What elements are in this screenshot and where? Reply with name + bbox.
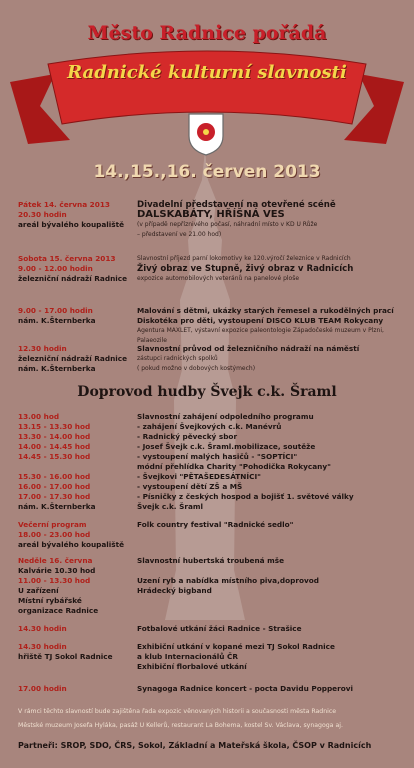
event-description-line: Uzení ryb a nabídka místního piva,doprovod: [137, 576, 319, 585]
event-time-line: nám. K.Šternberka: [18, 316, 96, 325]
event-time-place: [18, 556, 136, 616]
event-description-line: Slavnostní průvod od železničního nádraží na náměstí: [137, 344, 360, 353]
partners-line: Partneři: SROP, SDO, ČRS, Sokol, Základní a Mateřská škola, ČSOP v Radnicích: [18, 741, 372, 750]
event-description-line: - Písničky z českých hospod a bojišť 1. světové války: [137, 492, 354, 501]
event-time-line: Místní rybářské: [18, 596, 82, 605]
event-time-line: 9.00 - 12.00 hodin: [18, 264, 93, 273]
event-time-line: areál bývalého koupaliště: [18, 220, 125, 229]
event-description-line: ( pokud možno v dobových kostýmech): [137, 365, 256, 372]
event-time-line: Kalvárie 10.30 hod: [18, 566, 96, 575]
festival-dates: 14.,15.,16. červen 2013: [93, 162, 321, 182]
event-description-line: expozice automobilových veteránů na panelové ploše: [137, 275, 300, 282]
organizer-heading: Město Radnice pořádá: [87, 22, 327, 44]
event-time-place: [18, 200, 136, 230]
event-description: [137, 624, 407, 634]
event-description: [137, 684, 407, 694]
event-time-line: 15.30 - 16.00 hod: [18, 472, 91, 481]
event-time-line: Pátek 14. června 2013: [18, 200, 110, 209]
event-description-line: - Josef Švejk c.k. Šraml.mobilizace, soutěže: [137, 442, 316, 451]
event-time-line: areál bývalého koupaliště: [18, 540, 125, 549]
event-description-line: Folk country festival "Radnické sedlo": [137, 520, 294, 529]
event-time-line: nám. K.Šternberka: [18, 502, 96, 511]
event-description-line: Diskotéka pro děti, vystoupení DISCO KLUB TEAM Rokycany: [137, 316, 384, 325]
event-time-line: 17.00 - 17.30 hod: [18, 492, 91, 501]
event-description: [137, 642, 407, 672]
event-description-line: - vystoupení malých hasičů - "SOPTÍCI": [137, 452, 298, 461]
event-description-line: Švejk c.k. Šraml: [137, 502, 203, 511]
event-time-line: 14.30 hodin: [18, 624, 67, 633]
event-description-line: DALSKABÁTY, HŘÍŠNÁ VES: [137, 209, 285, 220]
event-time-place: [18, 684, 136, 694]
event-description-line: módní přehlídka Charity "Pohodička Rokycany": [137, 462, 331, 471]
event-description-line: zástupci radnických spolků: [137, 355, 218, 362]
event-time-line: [18, 462, 136, 472]
event-time-place: [18, 624, 136, 634]
event-time-line: 13.00 hod: [18, 412, 60, 421]
event-time-line: Sobota 15. června 2013: [18, 254, 116, 263]
event-description-line: Malování s dětmi, ukázky starých řemesel a rukodělných prací: [137, 306, 394, 315]
event-time-line: 14.00 - 14.45 hod: [18, 442, 91, 451]
event-description-line: Živý obraz ve Stupně, živý obraz v Radnicích: [137, 264, 354, 274]
event-time-place: [18, 520, 136, 550]
event-time-place: [18, 306, 136, 326]
banner-title: Radnické kulturní slavnosti: [67, 62, 347, 83]
event-description-line: [137, 566, 407, 576]
music-accompaniment-heading: Doprovod hudby Švejk c.k. Šraml: [77, 384, 337, 400]
event-description: [137, 556, 407, 596]
event-time-line: Večerní program: [18, 520, 87, 529]
event-description: [137, 200, 407, 240]
footer-note: V rámci těchto slavností bude zajištěna řada expozic věnovaných historii a současnosti města Radnice: [18, 708, 337, 715]
event-time-place: [18, 344, 136, 374]
event-description: [137, 306, 407, 346]
event-time-line: organizace Radnice: [18, 606, 99, 615]
event-time-place: [18, 412, 136, 512]
event-time-line: 14.45 - 15.30 hod: [18, 452, 91, 461]
event-time-line: U zařízení: [18, 586, 59, 595]
event-description-line: Fotbalové utkání žáci Radnice - Strašice: [137, 624, 302, 633]
event-time-line: 11.00 - 13.30 hod: [18, 576, 91, 585]
event-description-line: Slavnostní příjezd parní lokomotivy ke 120.výročí železnice v Radnicích: [137, 255, 351, 262]
event-description: [137, 344, 407, 374]
event-description-line: Synagoga Radnice koncert - pocta Davidu Popperovi: [137, 684, 354, 693]
event-description-line: Exhibiční utkání v kopané mezi TJ Sokol Radnice: [137, 642, 335, 651]
event-time-line: 9.00 - 17.00 hodin: [18, 306, 93, 315]
event-description-line: - zahájení Švejkových c.k. Manévrů: [137, 422, 282, 431]
event-description-line: Slavnostní zahájení odpoledního programu: [137, 412, 314, 421]
event-time-place: [18, 642, 136, 662]
event-description-line: Hrádecký bigband: [137, 586, 212, 595]
event-description-line: (v případě nepříznivého počasí, náhradní místo v KD U Růže: [137, 221, 318, 228]
event-time-line: 13.30 - 14.00 hod: [18, 432, 91, 441]
event-time-line: 13.15 - 13.30 hod: [18, 422, 91, 431]
event-time-place: [18, 254, 136, 284]
event-description: [137, 412, 407, 512]
event-time-line: železniční nádraží Radnice: [18, 274, 128, 283]
event-time-line: 17.00 hodin: [18, 684, 67, 693]
footer-venues: Městské muzeum Josefa Hyláka, pasáž U Kellerů, restaurant La Bohema, kostel Sv. Václava, synagoga aj.: [18, 722, 343, 729]
event-description-line: - Švejkovi "PĚTAŠEDESÁTNÍCI": [137, 472, 261, 481]
event-time-line: 16.00 - 17.00 hod: [18, 482, 91, 491]
event-description-line: Slavnostní hubertská troubená mše: [137, 556, 285, 565]
event-description-line: Exhibiční florbalové utkání: [137, 662, 247, 671]
event-time-line: nám. K.Šternberka: [18, 364, 96, 373]
event-time-line: 20.30 hodin: [18, 210, 67, 219]
town-crest-icon: [187, 112, 225, 156]
event-description-line: - vystoupení dětí ZŠ a MŠ: [137, 482, 243, 491]
event-description-line: a klub Internacionálů ČR: [137, 652, 239, 661]
event-time-line: Neděle 16. června: [18, 556, 93, 565]
event-description-line: – představení ve 21.00 hod): [137, 231, 222, 238]
event-description-line: - Radnický pěvecký sbor: [137, 432, 238, 441]
event-description: [137, 254, 407, 284]
event-description-line: Agentura MAXLET, výstavní expozice paleontologie Západočeské muzeum v Plzni, Palaeozile: [137, 327, 384, 344]
event-description: [137, 520, 407, 530]
event-time-line: 18.00 - 23.00 hod: [18, 530, 91, 539]
event-time-line: 12.30 hodin: [18, 344, 67, 353]
event-time-line: 14.30 hodin: [18, 642, 67, 651]
event-time-line: hřiště TJ Sokol Radnice: [18, 652, 113, 661]
event-description-line: Divadelní představení na otevřené scéně: [137, 200, 336, 210]
event-time-line: železniční nádraží Radnice: [18, 354, 128, 363]
